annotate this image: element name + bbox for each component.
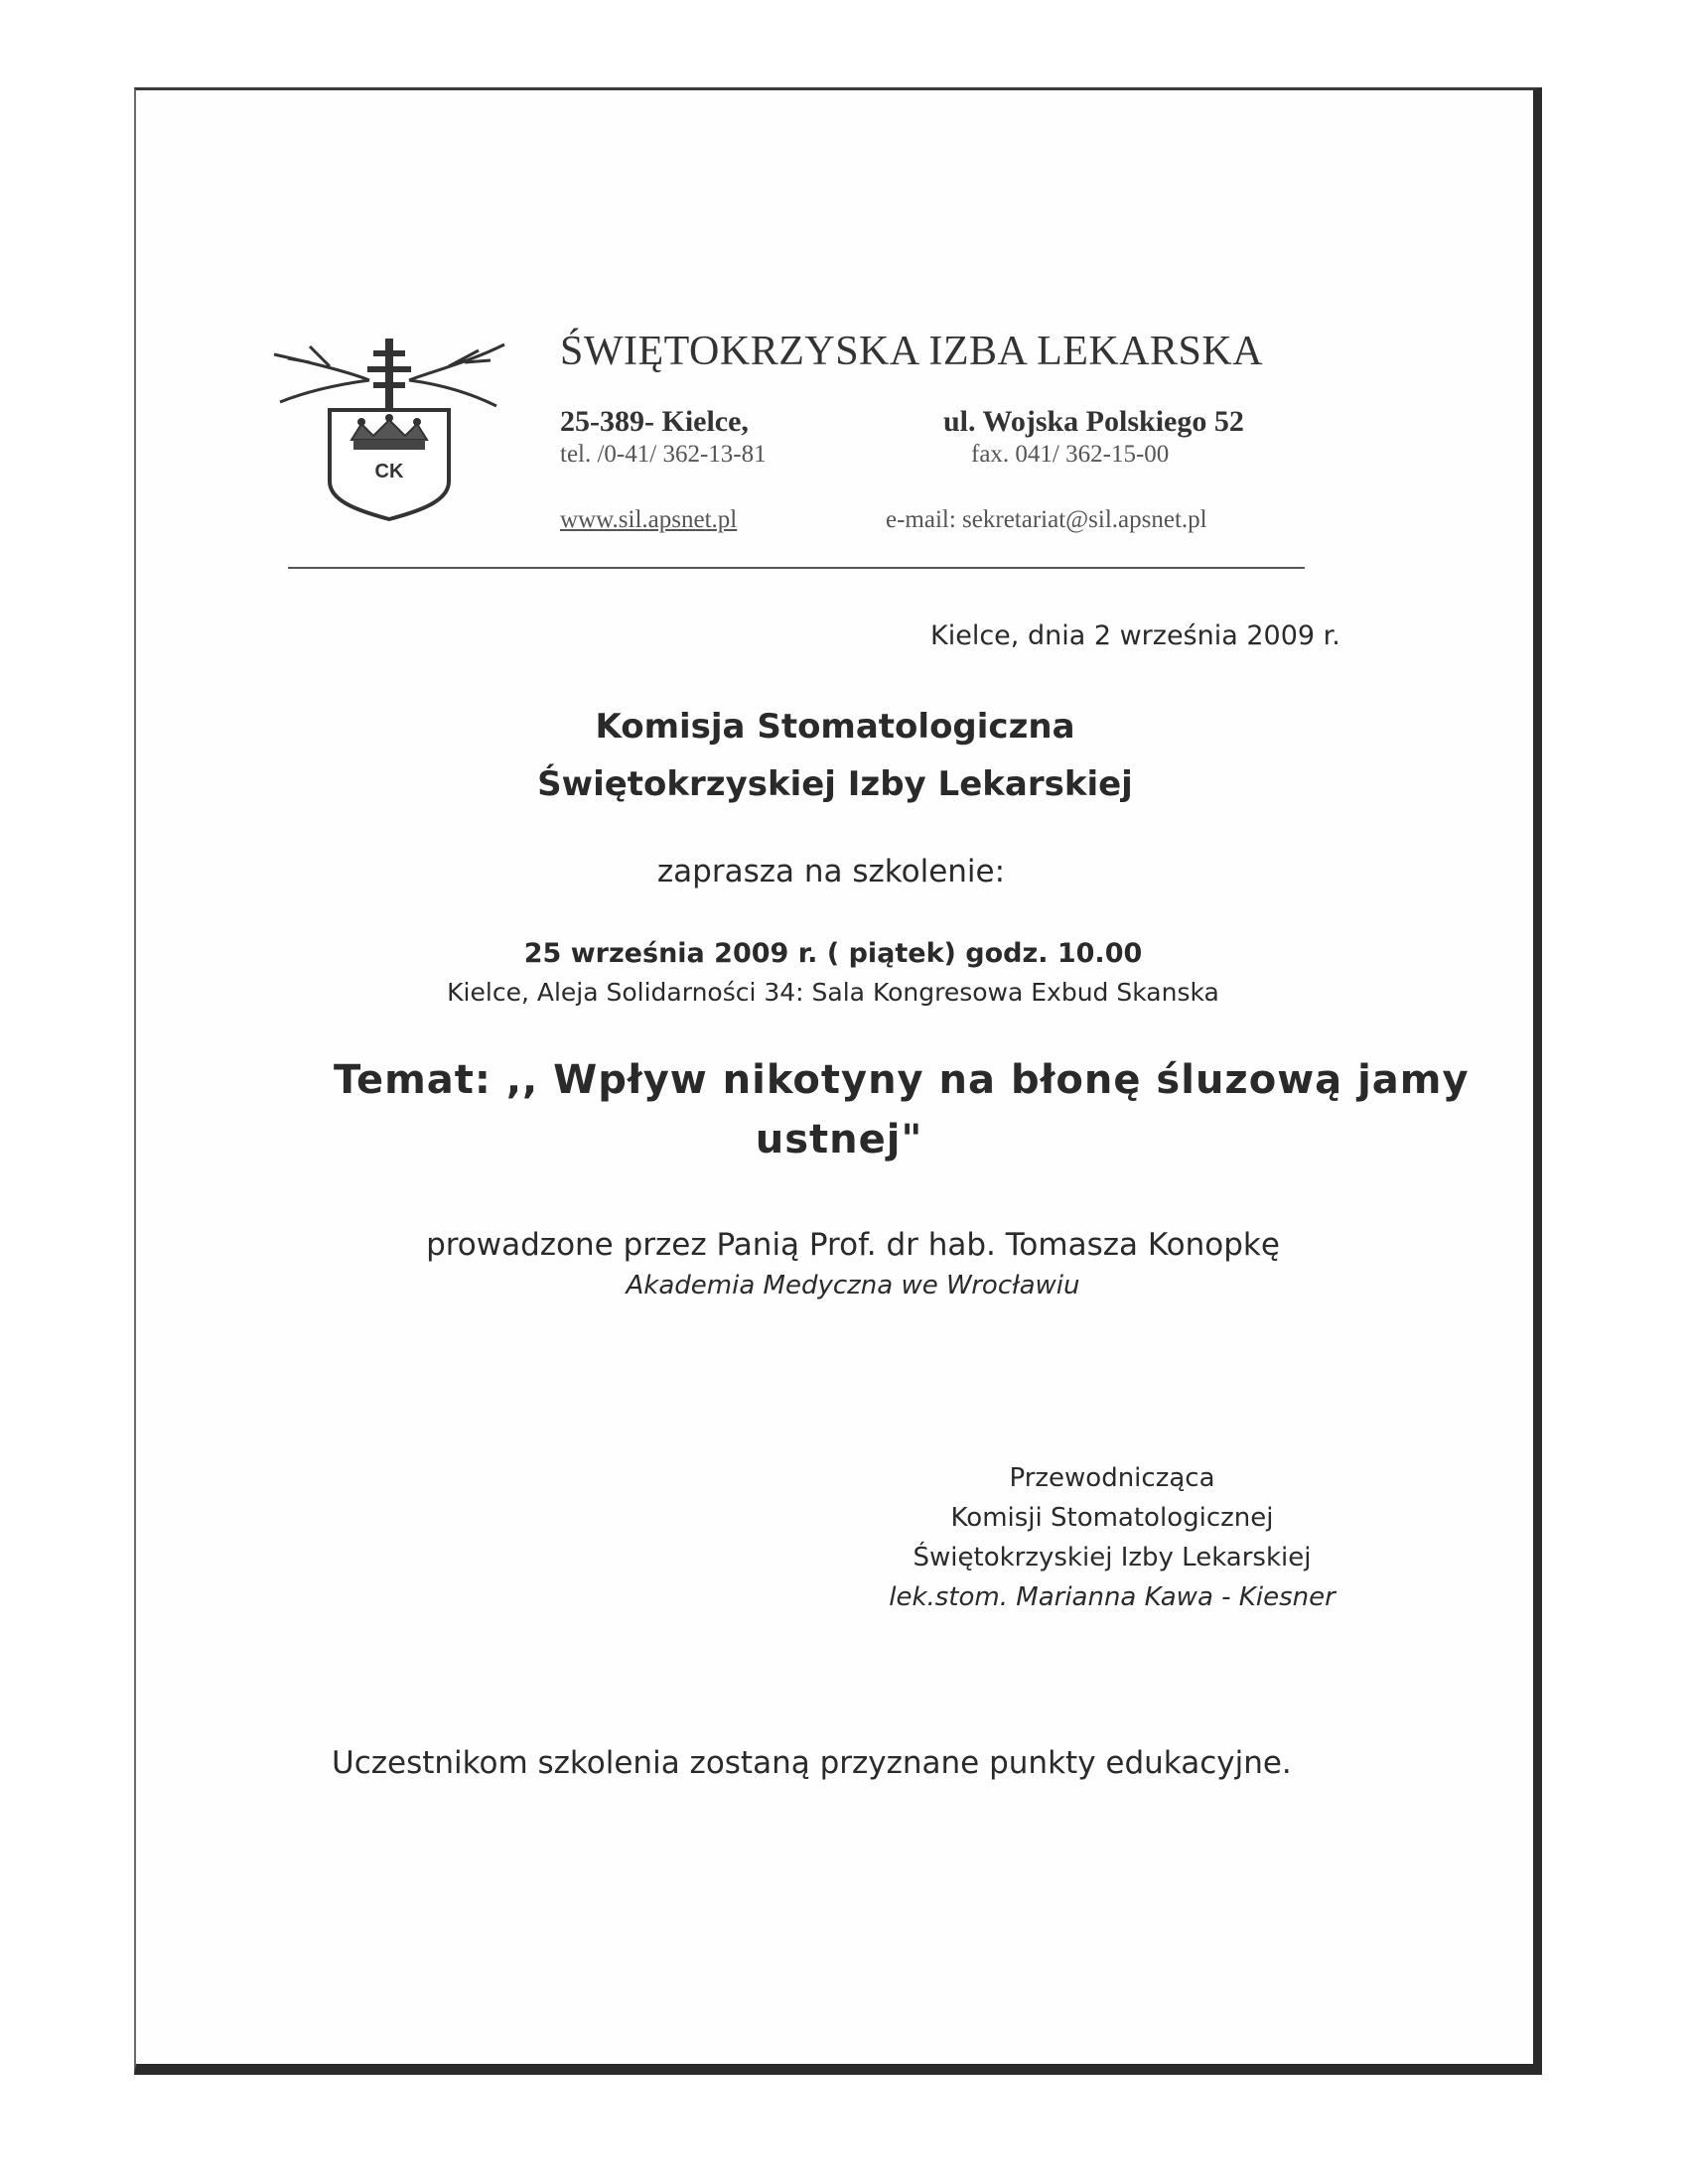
fax: fax. 041/ 362-15-00 [971,441,1170,468]
signature-commission: Komisji Stomatologicznej [950,1503,1274,1533]
signature-chamber: Świętokrzyskiej Izby Lekarskiej [913,1543,1312,1572]
invitation-text: zaprasza na szkolenie: [656,854,1006,889]
website-link[interactable]: www.sil.apsnet.pl [560,506,738,533]
institution: Akademia Medyczna we Wrocławiu [626,1271,1080,1300]
topic-line2: ustnej" [755,1117,923,1162]
signature-title: Przewodnicząca [1009,1463,1215,1493]
telephone: tel. /0-41/ 362-13-81 [560,441,767,468]
signature-name: lek.stom. Marianna Kawa - Kiesner [889,1582,1336,1612]
date-line: Kielce, dnia 2 września 2009 r. [930,620,1340,651]
topic-line1: Temat: ,, Wpływ nikotyny na błonę śluzową jamy [334,1057,1470,1103]
postal-city: 25-389- Kielce, [560,405,749,438]
event-location: Kielce, Aleja Solidarności 34: Sala Kongresowa Exbud Skanska [447,978,1219,1007]
street-address: ul. Wojska Polskiego 52 [943,405,1244,438]
event-datetime: 25 września 2009 r. ( piątek) godz. 10.00 [523,938,1143,969]
header-divider [288,567,1305,569]
logo-text: CK [374,461,404,482]
commission-title-line1: Komisja Stomatologiczna [595,707,1075,747]
education-points-note: Uczestnikom szkolenia zostaną przyznane punkty edukacyjne. [332,1745,1292,1781]
lecturer: prowadzone przez Panią Prof. dr hab. Tomasza Konopkę [426,1227,1280,1263]
org-name: ŚWIĘTOKRZYSKA IZBA LEKARSKA [560,329,1264,374]
commission-title-line2: Świętokrzyskiej Izby Lekarskiej [537,764,1133,804]
email-address: e-mail: sekretariat@sil.apsnet.pl [886,506,1207,533]
chamber-crest-logo [270,333,508,521]
